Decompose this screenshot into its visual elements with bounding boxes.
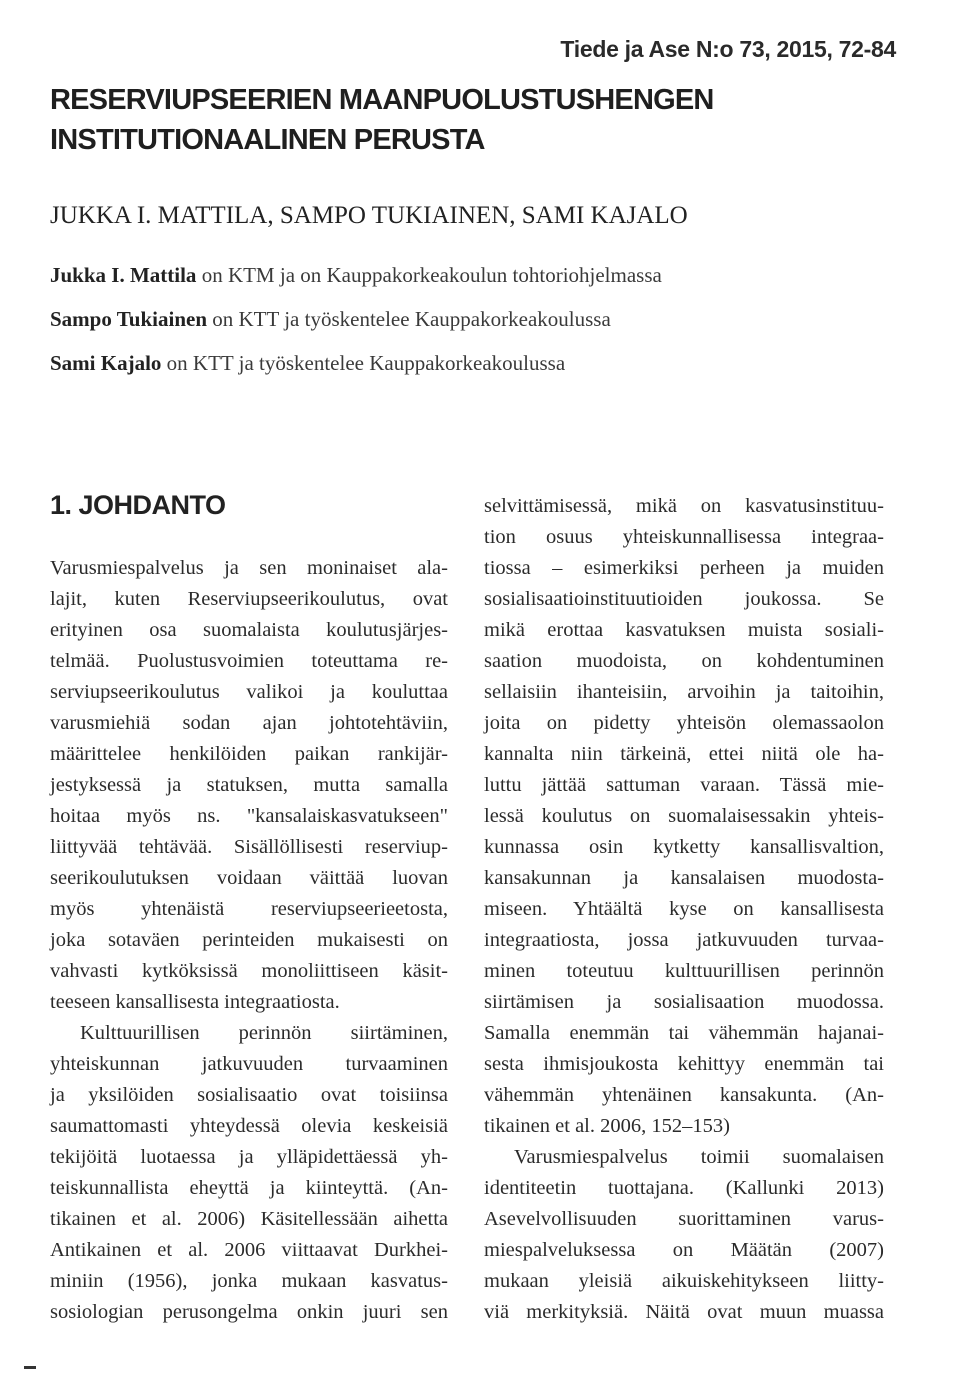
text-line: sosialisaatioinstituutioiden joukossa. Se (484, 588, 884, 610)
text-line: integraatiosta, jossa jatkuvuuden turvaa- (484, 929, 884, 951)
text-line: teeseen kansallisesta integraatiosta. (50, 991, 340, 1013)
text-line: mikä erottaa kasvatuksen muista sosiali- (484, 619, 884, 641)
text-line: sellaisiin ihanteisiin, arvoihin ja taitoihin, (484, 681, 884, 703)
text-line: kansakunnan ja kansalaisen muodosta- (484, 867, 884, 889)
author-list: JUKKA I. MATTILA, SAMPO TUKIAINEN, SAMI KAJALO (50, 202, 688, 229)
text-line: miniin (1956), jonka mukaan kasvatus- (50, 1270, 448, 1292)
affiliation-author-name: Sami Kajalo (50, 351, 162, 375)
body-column-right (484, 491, 884, 1328)
text-line: erityinen osa suomalaista koulutusjärjes- (50, 619, 448, 641)
affiliation-author-name: Jukka I. Mattila (50, 263, 197, 287)
text-line: miseen. Yhtäältä kyse on kansallisesta (484, 898, 884, 920)
text-line: kunnassa osin kytketty kansallisvaltion, (484, 836, 884, 858)
text-line: teiskunnallista eheyttä ja kiinteyttä. (An- (50, 1177, 448, 1199)
text-line: hoitaa myös ns. "kansalaiskasvatukseen" (50, 805, 448, 827)
text-line: Varusmiespalvelus ja sen moninaiset ala- (50, 557, 448, 579)
page-corner-mark (24, 1366, 36, 1369)
text-line: seerikoulutuksen voidaan väittää luovan (50, 867, 448, 889)
article-title-line-2: INSTITUTIONAALINEN PERUSTA (50, 124, 485, 156)
text-line: viä merkityksiä. Näitä ovat muun muassa (484, 1301, 884, 1323)
text-line: Kulttuurillisen perinnön siirtäminen, (80, 1022, 448, 1044)
text-line: Asevelvollisuuden suorittaminen varus- (484, 1208, 884, 1230)
text-line: yhteiskunnan jatkuvuuden turvaaminen (50, 1053, 448, 1075)
text-line: ja yksilöiden sosialisaatio ovat toisiinsa (50, 1084, 448, 1106)
text-line: saumattomasti yhteydessä olevia keskeisiä (50, 1115, 448, 1137)
text-line: telmää. Puolustusvoimien toteuttama re- (50, 650, 448, 672)
text-line: luttu jättää sattuman varaan. Tässä mie- (484, 774, 884, 796)
text-line: tion osuus yhteiskunnallisessa integraa- (484, 526, 884, 548)
text-line: vähemmän yhtenäinen kansakunta. (An- (484, 1084, 884, 1106)
text-line: Varusmiespalvelus toimii suomalaisen (514, 1146, 884, 1168)
text-line: tikainen et al. 2006) Käsitellessään aihetta (50, 1208, 448, 1230)
text-line: miespalveluksessa on Määtän (2007) (484, 1239, 884, 1261)
text-line: vahvasti kytköksissä monoliittiseen käsit- (50, 960, 448, 982)
affiliation-author-name: Sampo Tukiainen (50, 307, 208, 331)
affiliation-line (50, 297, 662, 341)
text-line: identiteetin tuottajana. (Kallunki 2013) (484, 1177, 884, 1199)
journal-reference: Tiede ja Ase N:o 73, 2015, 72-84 (560, 36, 896, 62)
text-line: varusmiehiä sodan ajan johtotehtäviin, (50, 712, 448, 734)
text-line: Samalla enemmän tai vähemmän hajanai- (484, 1022, 884, 1044)
text-line: minen toteutuu kulttuurillisen perinnön (484, 960, 884, 982)
text-line: siirtämisen ja sosialisaation muodossa. (484, 991, 884, 1013)
article-title (50, 80, 714, 160)
text-line: saation muodoista, on kohdentuminen (484, 650, 884, 672)
text-line: joka sotaväen perinteiden mukaisesti on (50, 929, 448, 951)
text-line: lessä koulutus on suomalaisessakin yhteis- (484, 805, 884, 827)
text-line: sesta ihmisjoukosta kehittyy enemmän tai (484, 1053, 884, 1075)
text-line: määrittelee henkilöiden paikan rankijär- (50, 743, 448, 765)
text-line: joita on pidetty yhteisön olemassaolon (484, 712, 884, 734)
article-title-line-1: RESERVIUPSEERIEN MAANPUOLUSTUSHENGEN (50, 84, 714, 116)
text-line: tekijöitä luotaessa ja ylläpidettäessä yh- (50, 1146, 448, 1168)
text-line: Antikainen et al. 2006 viittaavat Durkhei- (50, 1239, 448, 1261)
author-affiliations (50, 253, 662, 385)
text-line: sosiologian perusongelma onkin juuri sen (50, 1301, 448, 1323)
text-line: tiossa – esimerkiksi perheen ja muiden (484, 557, 884, 579)
text-line: myös yhtenäistä reserviupseerieetosta, (50, 898, 448, 920)
text-line: kannalta niin tärkeinä, ettei niitä ole ha- (484, 743, 884, 765)
text-line: jestyksessä ja statuksen, mutta samalla (50, 774, 448, 796)
text-line: selvittämisessä, mikä on kasvatusinstituu- (484, 495, 884, 517)
text-line: serviupseerikoulutus valikoi ja kouluttaa (50, 681, 448, 703)
body-column-left (50, 553, 448, 1328)
text-line: mukaan yleisiä aikuiskehitykseen liitty- (484, 1270, 884, 1292)
affiliation-text: on KTT ja työskentelee Kauppakorkeakoulussa (161, 351, 566, 375)
affiliation-line (50, 341, 662, 385)
text-line: tikainen et al. 2006, 152–153) (484, 1115, 730, 1137)
section-heading: 1. JOHDANTO (50, 490, 226, 520)
affiliation-line (50, 253, 662, 297)
affiliation-text: on KTT ja työskentelee Kauppakorkeakoulussa (207, 307, 611, 331)
text-line: liittyvää tehtävää. Sisällöllisesti reserviup- (50, 836, 448, 858)
text-line: lajit, kuten Reserviupseerikoulutus, ovat (50, 588, 448, 610)
affiliation-text: on KTM ja on Kauppakorkeakoulun tohtoriohjelmassa (196, 263, 662, 287)
